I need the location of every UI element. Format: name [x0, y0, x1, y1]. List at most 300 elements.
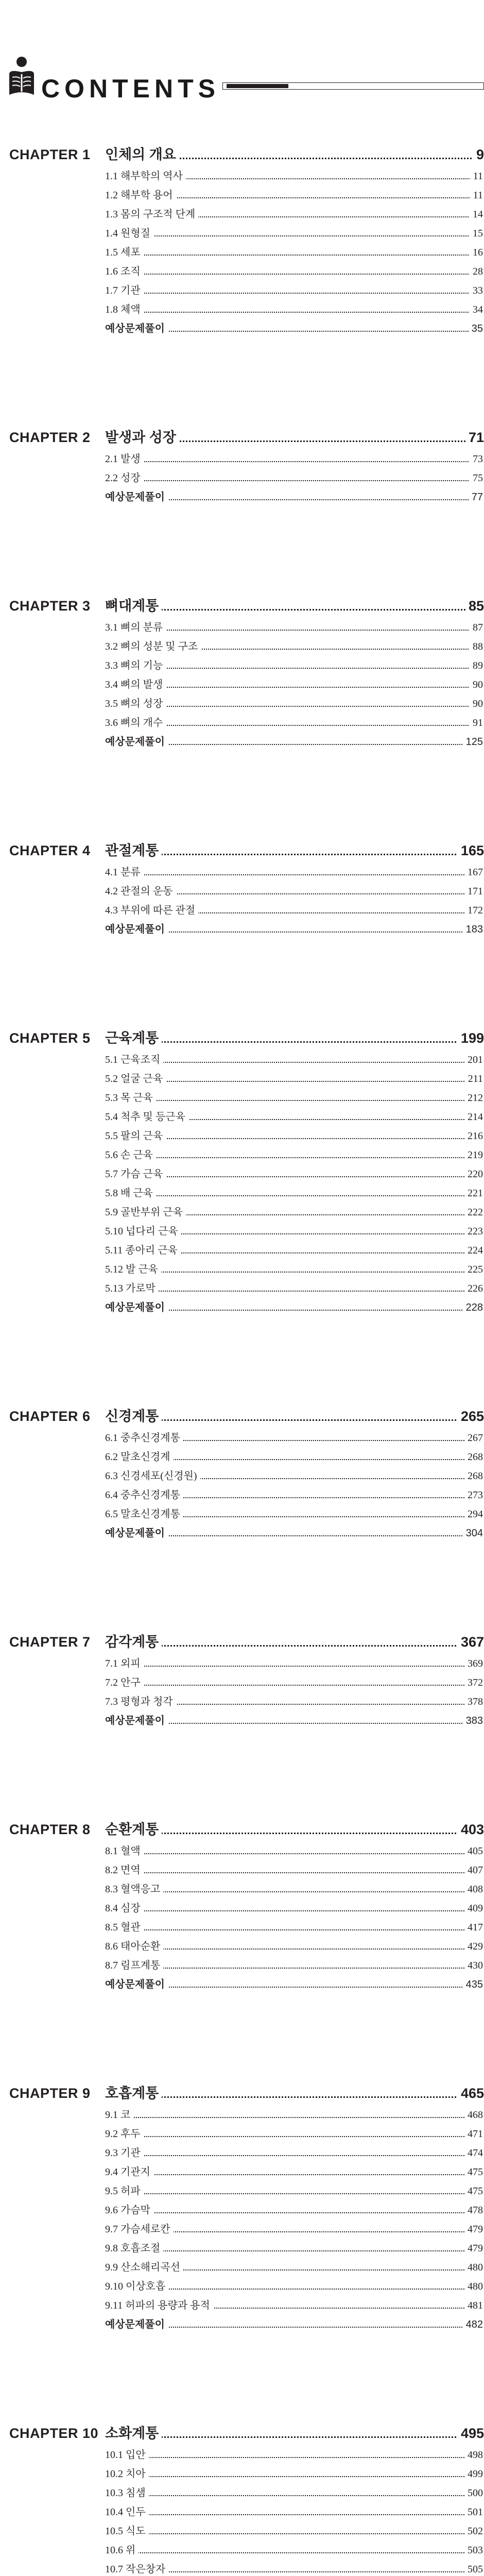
- dot-leader: [105, 2495, 483, 2496]
- practice-problems-entry[interactable]: [105, 319, 484, 338]
- section-entry[interactable]: [105, 2277, 484, 2296]
- section-entry[interactable]: [105, 1202, 484, 1222]
- section-entry[interactable]: [105, 713, 484, 732]
- chapter-heading[interactable]: [0, 2426, 484, 2441]
- section-page-number: 16: [470, 246, 483, 259]
- section-title: 5.1 근육조직: [105, 1053, 163, 1066]
- section-list: [105, 1050, 484, 1317]
- chapter-section: [0, 1030, 484, 1317]
- section-entry[interactable]: [105, 2239, 484, 2258]
- dot-leader: [105, 2514, 483, 2515]
- chapter-title: 인체의 개요: [105, 147, 179, 162]
- section-page-number: 500: [464, 2486, 483, 2500]
- dot-leader: [105, 2212, 483, 2213]
- section-entry[interactable]: [105, 1183, 484, 1202]
- section-title: 8.1 혈액: [105, 1844, 144, 1858]
- section-entry[interactable]: [105, 262, 484, 281]
- section-page-number: 28: [470, 265, 483, 278]
- section-title: 9.4 기관지: [105, 2165, 153, 2179]
- section-page-number: 372: [464, 1676, 483, 1689]
- section-entry[interactable]: [105, 2219, 484, 2239]
- section-page-number: 481: [464, 2299, 483, 2312]
- section-title: 9.11 허파의 용량과 용적: [105, 2299, 213, 2312]
- section-page-number: 88: [470, 640, 483, 653]
- chapter-section: [0, 1634, 484, 1730]
- section-page-number: 383: [463, 1714, 483, 1727]
- section-entry[interactable]: [105, 1918, 484, 1937]
- section-title: 2.1 발생: [105, 452, 144, 466]
- section-entry[interactable]: [105, 1069, 484, 1088]
- chapter-section: [0, 430, 484, 506]
- section-entry[interactable]: [105, 1050, 484, 1069]
- practice-problems-entry[interactable]: [105, 2315, 484, 2334]
- dot-leader: [105, 854, 484, 855]
- section-entry[interactable]: [105, 2540, 484, 2560]
- chapter-title: 발생과 성장: [105, 430, 179, 445]
- chapter-title: 호흡계통: [105, 2086, 162, 2101]
- section-list: [105, 2105, 484, 2334]
- chapter-title: 감각계통: [105, 1634, 162, 1650]
- section-entry[interactable]: [105, 2181, 484, 2200]
- section-page-number: 482: [463, 2318, 483, 2331]
- chapter-gap: [0, 338, 484, 430]
- section-title: 3.3 뼈의 기능: [105, 659, 166, 672]
- section-entry[interactable]: [105, 468, 484, 487]
- dot-leader: [105, 2155, 483, 2156]
- chapter-section: [0, 1409, 484, 1543]
- section-page-number: 474: [464, 2146, 483, 2160]
- chapter-label: CHAPTER 7: [9, 1634, 91, 1650]
- chapter-page-number: 165: [458, 843, 484, 858]
- chapter-page-number: 367: [458, 1634, 484, 1650]
- section-page-number: 222: [464, 1206, 483, 1219]
- section-entry[interactable]: [105, 2560, 484, 2576]
- section-page-number: 475: [464, 2184, 483, 2198]
- section-entry[interactable]: [105, 694, 484, 713]
- practice-problems-entry[interactable]: [105, 1298, 484, 1317]
- section-entry[interactable]: [105, 1899, 484, 1918]
- section-page-number: 429: [464, 1940, 483, 1953]
- section-entry[interactable]: [105, 1485, 484, 1504]
- dot-leader: [105, 1645, 484, 1647]
- section-page-number: 480: [464, 2280, 483, 2293]
- section-entry[interactable]: [105, 2162, 484, 2181]
- section-title: 예상문제풀이: [105, 1714, 168, 1727]
- section-page-number: 417: [464, 1921, 483, 1934]
- section-entry[interactable]: [105, 243, 484, 262]
- chapter-page-number: 403: [458, 1822, 484, 1837]
- section-title: 예상문제풀이: [105, 2318, 168, 2331]
- section-title: 1.4 원형질: [105, 227, 153, 240]
- section-entry[interactable]: [105, 2200, 484, 2219]
- chapter-title: 소화계통: [105, 2426, 162, 2441]
- dot-leader: [105, 1272, 483, 1273]
- dot-leader: [105, 1195, 483, 1196]
- practice-problems-entry[interactable]: [105, 732, 484, 751]
- section-title: 8.2 면역: [105, 1863, 144, 1877]
- chapter-label: CHAPTER 8: [9, 1822, 91, 1837]
- chapter-section: [0, 1822, 484, 1994]
- section-list: [105, 166, 484, 338]
- section-title: 10.3 침샘: [105, 2486, 149, 2500]
- section-page-number: 14: [470, 208, 483, 221]
- section-entry[interactable]: [105, 618, 484, 637]
- section-list: [105, 449, 484, 506]
- section-page-number: 35: [469, 322, 483, 335]
- section-entry[interactable]: [105, 1428, 484, 1447]
- section-title: 5.11 종아리 근육: [105, 1244, 181, 1257]
- chapter-page-number: 71: [465, 430, 484, 445]
- section-page-number: 224: [464, 1244, 483, 1257]
- section-page-number: 183: [463, 923, 483, 936]
- section-entry[interactable]: [105, 1504, 484, 1523]
- section-page-number: 225: [464, 1263, 483, 1276]
- section-title: 2.2 성장: [105, 471, 144, 485]
- reader-logo-icon: [7, 54, 36, 98]
- dot-leader: [105, 1666, 483, 1667]
- section-page-number: 273: [464, 1488, 483, 1502]
- section-page-number: 479: [464, 2223, 483, 2236]
- practice-problems-entry[interactable]: [105, 1523, 484, 1543]
- section-title: 8.7 림프계통: [105, 1959, 163, 1972]
- section-title: 9.3 기관: [105, 2146, 144, 2160]
- chapter-label: CHAPTER 1: [9, 147, 91, 162]
- section-title: 9.5 허파: [105, 2184, 144, 2198]
- section-title: 7.2 안구: [105, 1676, 144, 1689]
- chapter-section: [0, 2426, 484, 2576]
- section-entry[interactable]: [105, 1126, 484, 1145]
- section-title: 6.3 신경세포(신경원): [105, 1469, 200, 1483]
- section-page-number: 221: [464, 1187, 483, 1200]
- section-title: 5.3 목 근육: [105, 1091, 156, 1105]
- section-entry[interactable]: [105, 2502, 484, 2521]
- section-page-number: 216: [464, 1129, 483, 1143]
- section-page-number: 498: [464, 2448, 483, 2462]
- section-entry[interactable]: [105, 1692, 484, 1711]
- dot-leader: [105, 312, 483, 313]
- header-rule: [222, 82, 484, 90]
- section-page-number: 11: [470, 170, 483, 183]
- section-title: 5.7 가슴 근육: [105, 1167, 166, 1181]
- chapter-label: CHAPTER 3: [9, 598, 91, 614]
- section-title: 예상문제풀이: [105, 1978, 168, 1991]
- section-title: 9.10 이상호흡: [105, 2280, 168, 2293]
- section-entry[interactable]: [105, 901, 484, 920]
- section-entry[interactable]: [105, 1164, 484, 1183]
- section-title: 1.7 기관: [105, 284, 144, 297]
- section-title: 6.2 말초신경계: [105, 1450, 174, 1464]
- section-page-number: 294: [464, 1507, 483, 1521]
- chapter-heading[interactable]: [0, 430, 484, 445]
- chapter-label: CHAPTER 4: [9, 843, 91, 858]
- section-title: 예상문제풀이: [105, 1527, 168, 1540]
- section-list: [105, 2445, 484, 2576]
- dot-leader: [105, 1685, 483, 1686]
- section-page-number: 430: [464, 1959, 483, 1972]
- section-title: 5.4 척추 및 등근육: [105, 1110, 188, 1124]
- section-page-number: 505: [464, 2563, 483, 2576]
- chapter-label: CHAPTER 10: [9, 2426, 99, 2441]
- section-entry[interactable]: [105, 205, 484, 224]
- section-entry[interactable]: [105, 2258, 484, 2277]
- section-title: 3.5 뼈의 성장: [105, 697, 166, 710]
- section-entry[interactable]: [105, 2105, 484, 2124]
- section-title: 3.6 뼈의 개수: [105, 716, 166, 730]
- section-title: 1.6 조직: [105, 265, 144, 278]
- dot-leader: [105, 255, 483, 256]
- section-entry[interactable]: [105, 862, 484, 882]
- dot-leader: [105, 235, 483, 236]
- dot-leader: [105, 1100, 483, 1101]
- section-entry[interactable]: [105, 449, 484, 468]
- section-title: 3.2 뼈의 성분 및 구조: [105, 640, 201, 653]
- section-entry[interactable]: [105, 2124, 484, 2143]
- section-page-number: 501: [464, 2505, 483, 2519]
- dot-leader: [105, 480, 483, 481]
- dot-leader: [105, 1833, 484, 1834]
- chapter-page-number: 495: [458, 2426, 484, 2441]
- section-title: 10.1 입안: [105, 2448, 149, 2462]
- section-page-number: 405: [464, 1844, 483, 1858]
- section-page-number: 89: [470, 659, 483, 672]
- section-page-number: 214: [464, 1110, 483, 1124]
- section-page-number: 268: [464, 1469, 483, 1483]
- chapter-title: 뼈대계통: [105, 598, 162, 614]
- section-entry[interactable]: [105, 1937, 484, 1956]
- section-page-number: 34: [470, 303, 483, 316]
- section-page-number: 172: [464, 904, 483, 917]
- page-title: CONTENTS: [41, 74, 220, 103]
- section-title: 1.8 체액: [105, 303, 144, 316]
- section-entry[interactable]: [105, 1841, 484, 1860]
- practice-problems-entry[interactable]: [105, 487, 484, 506]
- section-title: 예상문제풀이: [105, 735, 168, 749]
- dot-leader: [105, 2117, 483, 2118]
- section-entry[interactable]: [105, 2445, 484, 2464]
- section-entry[interactable]: [105, 2483, 484, 2502]
- section-entry[interactable]: [105, 224, 484, 243]
- section-list: [105, 862, 484, 939]
- chapter-title: 근육계통: [105, 1030, 162, 1046]
- section-title: 3.1 뼈의 분류: [105, 621, 166, 634]
- section-entry[interactable]: [105, 1145, 484, 1164]
- section-page-number: 33: [470, 284, 483, 297]
- dot-leader: [105, 2533, 483, 2534]
- chapter-heading[interactable]: [0, 1409, 484, 1424]
- section-entry[interactable]: [105, 1241, 484, 1260]
- section-title: 5.13 가로막: [105, 1282, 159, 1295]
- section-title: 6.4 중추신경계통: [105, 1488, 183, 1502]
- chapter-heading[interactable]: [0, 1822, 484, 1837]
- chapter-heading[interactable]: [0, 843, 484, 858]
- section-title: 10.6 위: [105, 2544, 139, 2557]
- section-entry[interactable]: [105, 1654, 484, 1673]
- section-entry[interactable]: [105, 656, 484, 675]
- chapter-title: 관절계통: [105, 843, 162, 858]
- section-title: 9.8 호흡조절: [105, 2242, 163, 2255]
- chapter-heading[interactable]: [0, 2086, 484, 2101]
- section-title: 8.5 혈관: [105, 1921, 144, 1934]
- section-entry[interactable]: [105, 1673, 484, 1692]
- dot-leader: [105, 2174, 483, 2175]
- practice-problems-entry[interactable]: [105, 1711, 484, 1730]
- dot-leader: [105, 1872, 483, 1873]
- section-entry[interactable]: [105, 2143, 484, 2162]
- section-title: 8.6 태아순환: [105, 1940, 163, 1953]
- chapter-heading[interactable]: [0, 1030, 484, 1046]
- section-page-number: 223: [464, 1225, 483, 1238]
- section-title: 10.2 치아: [105, 2467, 149, 2481]
- chapter-label: CHAPTER 5: [9, 1030, 91, 1046]
- section-title: 4.3 부위에 따른 관절: [105, 904, 198, 917]
- section-entry[interactable]: [105, 166, 484, 185]
- section-title: 9.9 산소해리곡선: [105, 2261, 183, 2274]
- section-entry[interactable]: [105, 1447, 484, 1466]
- chapter-page-number: 85: [465, 598, 484, 614]
- section-list: [105, 1841, 484, 1994]
- section-title: 10.5 식도: [105, 2524, 149, 2538]
- practice-problems-entry[interactable]: [105, 1975, 484, 1994]
- section-page-number: 480: [464, 2261, 483, 2274]
- section-entry[interactable]: [105, 1466, 484, 1485]
- section-page-number: 77: [469, 490, 483, 504]
- chapter-gap: [0, 1543, 484, 1634]
- section-page-number: 91: [470, 716, 483, 730]
- section-page-number: 211: [465, 1072, 483, 1086]
- section-page-number: 171: [464, 885, 483, 898]
- chapter-gap: [0, 751, 484, 843]
- section-page-number: 407: [464, 1863, 483, 1877]
- section-title: 6.1 중추신경계통: [105, 1431, 183, 1445]
- section-page-number: 212: [464, 1091, 483, 1105]
- chapter-section: [0, 598, 484, 751]
- chapter-label: CHAPTER 2: [9, 430, 91, 445]
- section-page-number: 90: [470, 678, 483, 691]
- dot-leader: [105, 1419, 484, 1421]
- section-page-number: 369: [464, 1657, 483, 1670]
- section-entry[interactable]: [105, 2464, 484, 2483]
- section-entry[interactable]: [105, 882, 484, 901]
- section-title: 3.4 뼈의 발생: [105, 678, 166, 691]
- section-entry[interactable]: [105, 1260, 484, 1279]
- dot-leader: [105, 609, 484, 611]
- section-title: 9.7 가슴세로칸: [105, 2223, 174, 2236]
- section-title: 8.4 심장: [105, 1902, 144, 1915]
- section-title: 5.10 넙다리 근육: [105, 1225, 181, 1238]
- section-title: 6.5 말초신경계통: [105, 1507, 183, 1521]
- section-entry[interactable]: [105, 1860, 484, 1879]
- section-title: 9.1 코: [105, 2108, 133, 2122]
- section-page-number: 228: [463, 1301, 483, 1314]
- chapter-section: [0, 843, 484, 939]
- section-page-number: 502: [464, 2524, 483, 2538]
- section-title: 9.6 가슴막: [105, 2204, 153, 2217]
- section-page-number: 125: [463, 735, 483, 749]
- section-title: 예상문제풀이: [105, 923, 168, 936]
- chapter-title: 신경계통: [105, 1409, 162, 1424]
- section-title: 1.5 세포: [105, 246, 144, 259]
- section-entry[interactable]: [105, 637, 484, 656]
- section-page-number: 408: [464, 1883, 483, 1896]
- section-title: 10.7 작은창자: [105, 2563, 168, 2576]
- section-title: 예상문제풀이: [105, 490, 168, 504]
- section-entry[interactable]: [105, 1088, 484, 1107]
- chapter-gap: [0, 1730, 484, 1822]
- dot-leader: [105, 1291, 483, 1292]
- section-page-number: 220: [464, 1167, 483, 1181]
- section-page-number: 73: [470, 452, 483, 466]
- section-title: 7.3 평형과 청각: [105, 1695, 176, 1708]
- section-entry[interactable]: [105, 1222, 484, 1241]
- chapter-label: CHAPTER 6: [9, 1409, 91, 1424]
- section-entry[interactable]: [105, 300, 484, 319]
- section-page-number: 475: [464, 2165, 483, 2179]
- section-page-number: 15: [470, 227, 483, 240]
- dot-leader: [105, 1853, 483, 1854]
- chapter-heading[interactable]: [0, 147, 484, 162]
- section-page-number: 468: [464, 2108, 483, 2122]
- section-page-number: 90: [470, 697, 483, 710]
- section-page-number: 267: [464, 1431, 483, 1445]
- section-page-number: 471: [464, 2127, 483, 2141]
- dot-leader: [105, 293, 483, 294]
- section-title: 1.1 해부학의 역사: [105, 170, 186, 183]
- section-entry[interactable]: [105, 185, 484, 205]
- dot-leader: [105, 1910, 483, 1911]
- section-title: 5.2 얼굴 근육: [105, 1072, 166, 1086]
- section-entry[interactable]: [105, 2521, 484, 2540]
- section-page-number: 378: [464, 1695, 483, 1708]
- dot-leader: [105, 2436, 484, 2438]
- section-entry[interactable]: [105, 1956, 484, 1975]
- dot-leader: [105, 2136, 483, 2137]
- section-entry[interactable]: [105, 1107, 484, 1126]
- section-page-number: 11: [470, 189, 483, 202]
- section-page-number: 167: [464, 866, 483, 879]
- section-list: [105, 618, 484, 751]
- practice-problems-entry[interactable]: [105, 920, 484, 939]
- chapter-heading[interactable]: [0, 598, 484, 614]
- section-page-number: 226: [464, 1282, 483, 1295]
- section-title: 4.1 분류: [105, 866, 144, 879]
- dot-leader: [105, 2193, 483, 2194]
- chapter-gap: [0, 1317, 484, 1409]
- chapter-gap: [0, 939, 484, 1030]
- section-title: 10.4 인두: [105, 2505, 149, 2519]
- section-entry[interactable]: [105, 1279, 484, 1298]
- dot-leader: [105, 274, 483, 275]
- section-entry[interactable]: [105, 2296, 484, 2315]
- chapter-heading[interactable]: [0, 1634, 484, 1650]
- section-page-number: 219: [464, 1148, 483, 1162]
- section-entry[interactable]: [105, 675, 484, 694]
- section-title: 1.2 해부학 용어: [105, 189, 176, 202]
- section-entry[interactable]: [105, 1879, 484, 1899]
- section-entry[interactable]: [105, 281, 484, 300]
- chapter-page-number: 465: [458, 2086, 484, 2101]
- section-page-number: 435: [463, 1978, 483, 1991]
- section-title: 5.9 골반부위 근육: [105, 1206, 186, 1219]
- section-page-number: 75: [470, 471, 483, 485]
- chapter-label: CHAPTER 9: [9, 2086, 91, 2101]
- section-title: 예상문제풀이: [105, 1301, 168, 1314]
- chapter-section: [0, 2086, 484, 2334]
- dot-leader: [105, 1157, 483, 1158]
- dot-leader: [105, 2096, 484, 2098]
- dot-leader: [105, 461, 483, 462]
- section-list: [105, 1654, 484, 1730]
- dot-leader: [105, 2476, 483, 2477]
